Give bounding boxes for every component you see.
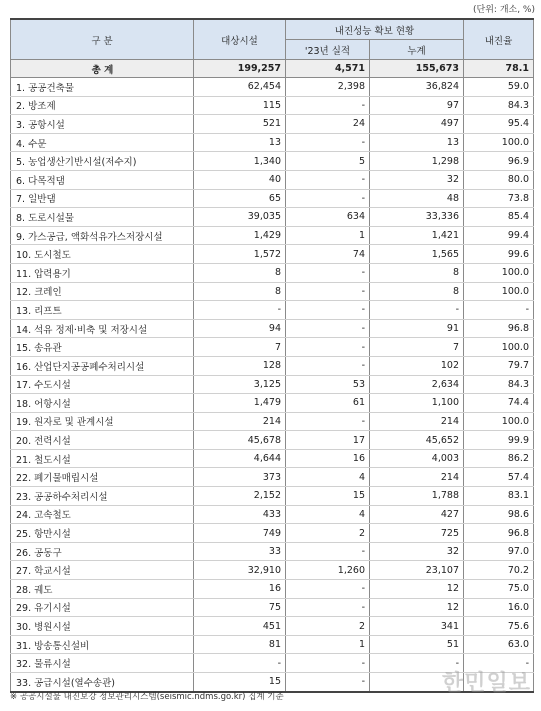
cell-name: 7. 일반댐: [11, 189, 194, 208]
cell-year: 53: [286, 375, 370, 394]
total-label: 총 계: [11, 60, 194, 78]
cell-cumulative: 102: [370, 356, 464, 375]
cell-target: 3,125: [194, 375, 286, 394]
table-row: [11, 78, 534, 97]
cell-target: 1,572: [194, 245, 286, 264]
cell-rate: 57.4: [464, 468, 534, 487]
cell-name: 17. 수도시설: [11, 375, 194, 394]
cell-rate: 83.1: [464, 487, 534, 506]
cell-rate: 80.0: [464, 170, 534, 189]
table-row: [11, 524, 534, 543]
cell-target: 33: [194, 542, 286, 561]
cell-cumulative: 497: [370, 115, 464, 134]
cell-target: 8: [194, 263, 286, 282]
cell-target: 39,035: [194, 208, 286, 227]
cell-rate: 95.4: [464, 115, 534, 134]
table-row: [11, 170, 534, 189]
cell-target: 81: [194, 635, 286, 654]
table-row: [11, 319, 534, 338]
cell-rate: 73.8: [464, 189, 534, 208]
cell-target: 373: [194, 468, 286, 487]
table-row: [11, 561, 534, 580]
cell-cumulative: 2,634: [370, 375, 464, 394]
table-row: [11, 635, 534, 654]
cell-target: 7: [194, 338, 286, 357]
cell-year: -: [286, 356, 370, 375]
cell-target: 75: [194, 598, 286, 617]
cell-target: 4,644: [194, 449, 286, 468]
cell-cumulative: 1,298: [370, 152, 464, 171]
header-category: 구 분: [11, 19, 194, 60]
cell-target: 15: [194, 673, 286, 692]
cell-target: 433: [194, 505, 286, 524]
cell-name: 22. 폐기물매립시설: [11, 468, 194, 487]
table-row: [11, 394, 534, 413]
cell-target: 115: [194, 96, 286, 115]
cell-name: 27. 학교시설: [11, 561, 194, 580]
table-row: [11, 617, 534, 636]
cell-year: 24: [286, 115, 370, 134]
table-row: [11, 115, 534, 134]
cell-name: 16. 산업단지공공폐수처리시설: [11, 356, 194, 375]
cell-year: -: [286, 673, 370, 692]
cell-target: 128: [194, 356, 286, 375]
cell-target: 521: [194, 115, 286, 134]
cell-name: 26. 공동구: [11, 542, 194, 561]
header-cumulative: 누계: [370, 40, 464, 60]
cell-target: 65: [194, 189, 286, 208]
cell-year: -: [286, 598, 370, 617]
cell-target: 214: [194, 412, 286, 431]
table-row: [11, 356, 534, 375]
cell-name: 31. 방송통신설비: [11, 635, 194, 654]
table-row: [11, 449, 534, 468]
cell-target: 62,454: [194, 78, 286, 97]
cell-name: 11. 압력용기: [11, 263, 194, 282]
header-year: '23년 실적: [286, 40, 370, 60]
cell-target: 1,429: [194, 226, 286, 245]
cell-rate: 96.8: [464, 524, 534, 543]
cell-year: -: [286, 412, 370, 431]
table-row: [11, 598, 534, 617]
cell-rate: 98.6: [464, 505, 534, 524]
cell-cumulative: -: [370, 301, 464, 320]
cell-name: 21. 철도시설: [11, 449, 194, 468]
cell-cumulative: 214: [370, 412, 464, 431]
cell-cumulative: 13: [370, 133, 464, 152]
cell-year: 1,260: [286, 561, 370, 580]
cell-cumulative: 341: [370, 617, 464, 636]
table-row: [11, 338, 534, 357]
cell-rate: 79.7: [464, 356, 534, 375]
cell-year: -: [286, 319, 370, 338]
cell-year: 17: [286, 431, 370, 450]
cell-cumulative: 725: [370, 524, 464, 543]
cell-name: 29. 유기시설: [11, 598, 194, 617]
cell-target: 32,910: [194, 561, 286, 580]
cell-rate: 100.0: [464, 133, 534, 152]
cell-rate: 96.9: [464, 152, 534, 171]
cell-rate: 84.3: [464, 96, 534, 115]
cell-target: 40: [194, 170, 286, 189]
cell-name: 8. 도로시설물: [11, 208, 194, 227]
cell-rate: 100.0: [464, 263, 534, 282]
cell-year: 61: [286, 394, 370, 413]
cell-target: 8: [194, 282, 286, 301]
total-rate: 78.1: [464, 60, 534, 78]
cell-name: 1. 공공건축물: [11, 78, 194, 97]
total-cumulative: 155,673: [370, 60, 464, 78]
cell-cumulative: 23,107: [370, 561, 464, 580]
table-row: [11, 226, 534, 245]
cell-year: 5: [286, 152, 370, 171]
cell-cumulative: 1,788: [370, 487, 464, 506]
cell-target: 45,678: [194, 431, 286, 450]
cell-rate: 75.6: [464, 617, 534, 636]
cell-name: 2. 방조제: [11, 96, 194, 115]
cell-name: 24. 고속철도: [11, 505, 194, 524]
unit-label: (단위: 개소, %): [473, 5, 535, 15]
cell-name: 14. 석유 정제·비축 및 저장시설: [11, 319, 194, 338]
cell-year: 74: [286, 245, 370, 264]
cell-cumulative: 12: [370, 598, 464, 617]
cell-name: 32. 물류시설: [11, 654, 194, 673]
cell-target: 451: [194, 617, 286, 636]
cell-year: 2,398: [286, 78, 370, 97]
cell-cumulative: 32: [370, 170, 464, 189]
cell-name: 18. 어항시설: [11, 394, 194, 413]
cell-year: -: [286, 580, 370, 599]
cell-cumulative: 1,565: [370, 245, 464, 264]
cell-cumulative: 51: [370, 635, 464, 654]
cell-target: 16: [194, 580, 286, 599]
cell-year: -: [286, 133, 370, 152]
cell-year: -: [286, 542, 370, 561]
cell-cumulative: 7: [370, 338, 464, 357]
cell-rate: 70.2: [464, 561, 534, 580]
table-row: [11, 412, 534, 431]
cell-name: 10. 도시철도: [11, 245, 194, 264]
cell-year: 1: [286, 226, 370, 245]
cell-rate: 59.0: [464, 78, 534, 97]
cell-cumulative: 32: [370, 542, 464, 561]
cell-cumulative: 1,100: [370, 394, 464, 413]
cell-cumulative: 427: [370, 505, 464, 524]
cell-cumulative: 48: [370, 189, 464, 208]
cell-rate: 99.6: [464, 245, 534, 264]
table-row: [11, 96, 534, 115]
cell-year: -: [286, 170, 370, 189]
cell-cumulative: 8: [370, 282, 464, 301]
table-row: [11, 208, 534, 227]
cell-cumulative: 4,003: [370, 449, 464, 468]
total-target: 199,257: [194, 60, 286, 78]
cell-name: 13. 리프트: [11, 301, 194, 320]
table-row: [11, 282, 534, 301]
cell-rate: 84.3: [464, 375, 534, 394]
cell-rate: 99.4: [464, 226, 534, 245]
cell-year: 15: [286, 487, 370, 506]
cell-rate: 97.0: [464, 542, 534, 561]
table-row: [11, 263, 534, 282]
cell-year: -: [286, 654, 370, 673]
footnote: ※ 공공시설물 내진보강 정보관리시스템(seismic.ndms.go.kr) 집계 기준: [10, 692, 284, 702]
cell-name: 9. 가스공급, 액화석유가스저장시설: [11, 226, 194, 245]
cell-rate: 75.0: [464, 580, 534, 599]
table-row: [11, 468, 534, 487]
cell-name: 33. 공급시설(열수송관): [11, 673, 194, 692]
table-row: [11, 245, 534, 264]
table-row: [11, 542, 534, 561]
cell-rate: 86.2: [464, 449, 534, 468]
cell-name: 23. 공공하수처리시설: [11, 487, 194, 506]
table-row: [11, 431, 534, 450]
cell-rate: 85.4: [464, 208, 534, 227]
table-row: [11, 133, 534, 152]
cell-target: 13: [194, 133, 286, 152]
total-year: 4,571: [286, 60, 370, 78]
cell-name: 6. 다목적댐: [11, 170, 194, 189]
total-row: [11, 60, 534, 78]
cell-rate: 100.0: [464, 282, 534, 301]
cell-target: 1,479: [194, 394, 286, 413]
header-rate: 내진율: [464, 19, 534, 60]
table-row: [11, 189, 534, 208]
cell-year: -: [286, 282, 370, 301]
table-row: [11, 301, 534, 320]
cell-cumulative: 97: [370, 96, 464, 115]
cell-year: 634: [286, 208, 370, 227]
cell-year: 2: [286, 617, 370, 636]
table-row: [11, 375, 534, 394]
cell-rate: 16.0: [464, 598, 534, 617]
cell-target: 749: [194, 524, 286, 543]
cell-rate: -: [464, 301, 534, 320]
cell-cumulative: 45,652: [370, 431, 464, 450]
cell-rate: 99.9: [464, 431, 534, 450]
cell-year: -: [286, 263, 370, 282]
cell-cumulative: -: [370, 654, 464, 673]
cell-cumulative: 214: [370, 468, 464, 487]
cell-year: -: [286, 96, 370, 115]
cell-name: 15. 송유관: [11, 338, 194, 357]
cell-name: 20. 전력시설: [11, 431, 194, 450]
cell-year: -: [286, 338, 370, 357]
cell-name: 5. 농업생산기반시설(저수지): [11, 152, 194, 171]
cell-target: -: [194, 301, 286, 320]
cell-year: -: [286, 301, 370, 320]
cell-name: 12. 크레인: [11, 282, 194, 301]
cell-target: 94: [194, 319, 286, 338]
cell-rate: 74.4: [464, 394, 534, 413]
cell-target: -: [194, 654, 286, 673]
cell-year: 1: [286, 635, 370, 654]
table-row: [11, 152, 534, 171]
cell-year: 4: [286, 468, 370, 487]
cell-year: 2: [286, 524, 370, 543]
cell-name: 25. 항만시설: [11, 524, 194, 543]
cell-cumulative: 91: [370, 319, 464, 338]
cell-rate: 100.0: [464, 338, 534, 357]
cell-rate: 100.0: [464, 412, 534, 431]
watermark-logo: 한민일보: [441, 671, 531, 696]
table-row: [11, 580, 534, 599]
cell-rate: 63.0: [464, 635, 534, 654]
cell-cumulative: 12: [370, 580, 464, 599]
cell-name: 19. 원자로 및 관계시설: [11, 412, 194, 431]
cell-cumulative: 1,421: [370, 226, 464, 245]
cell-rate: -: [464, 654, 534, 673]
cell-cumulative: 33,336: [370, 208, 464, 227]
table-row: [11, 505, 534, 524]
cell-name: 4. 수문: [11, 133, 194, 152]
table-row: [11, 487, 534, 506]
header-target: 대상시설: [194, 19, 286, 60]
cell-cumulative: 36,824: [370, 78, 464, 97]
cell-target: 1,340: [194, 152, 286, 171]
cell-year: -: [286, 189, 370, 208]
cell-name: 3. 공항시설: [11, 115, 194, 134]
cell-year: 16: [286, 449, 370, 468]
cell-rate: 96.8: [464, 319, 534, 338]
cell-name: 30. 병원시설: [11, 617, 194, 636]
cell-year: 4: [286, 505, 370, 524]
cell-target: 2,152: [194, 487, 286, 506]
cell-name: 28. 궤도: [11, 580, 194, 599]
seismic-table: [10, 18, 534, 693]
cell-cumulative: 8: [370, 263, 464, 282]
header-secured: 내진성능 확보 현황: [286, 19, 464, 40]
